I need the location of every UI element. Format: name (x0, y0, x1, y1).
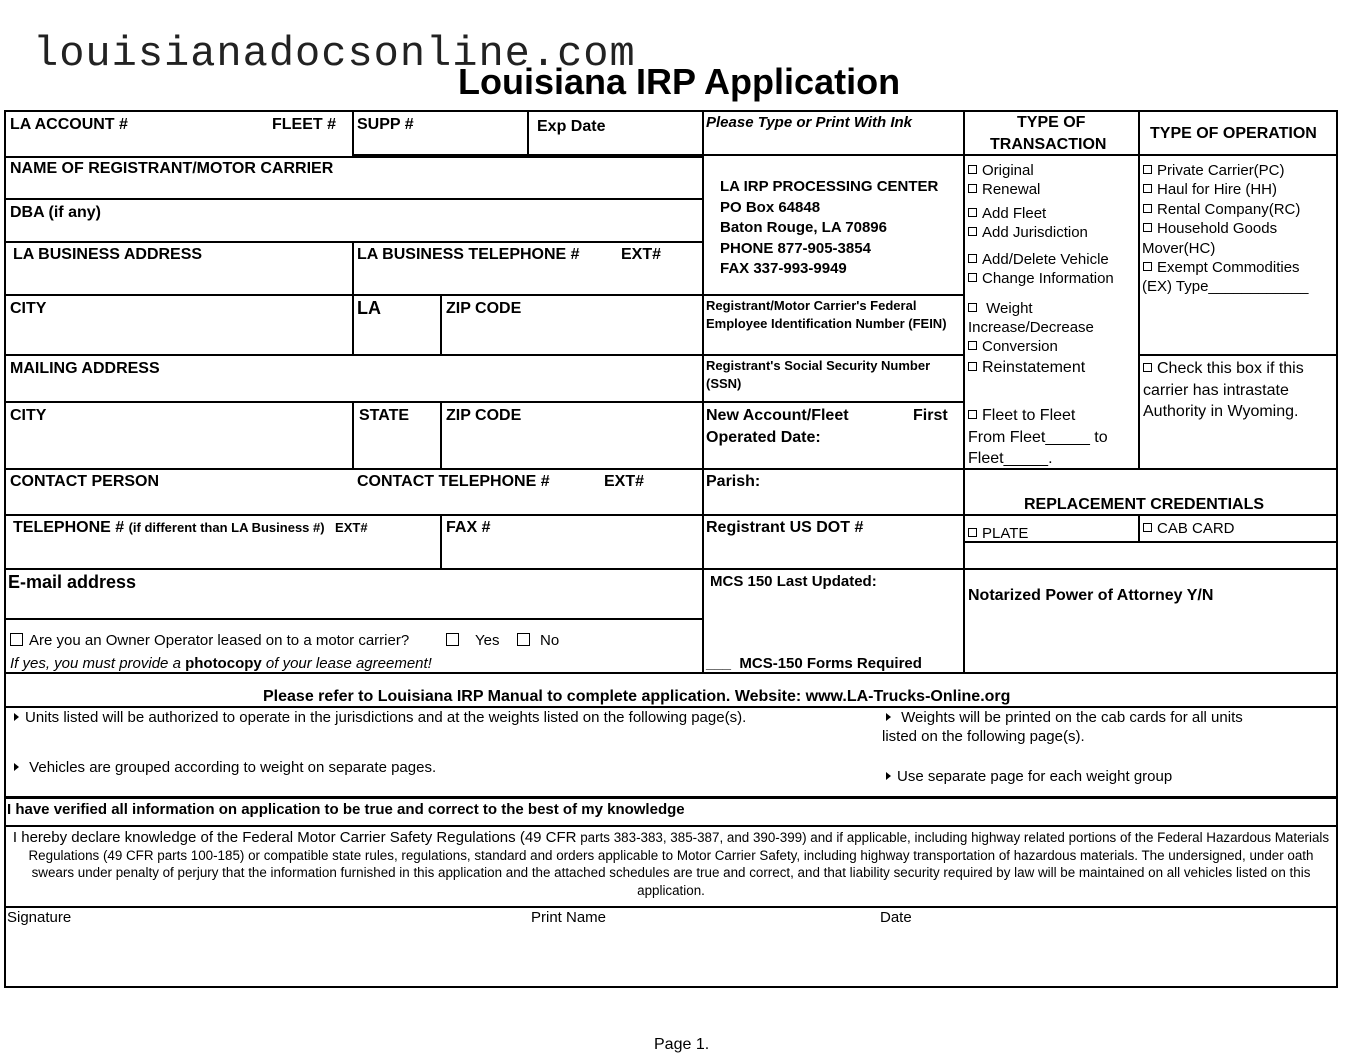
transaction-reinstatement[interactable]: Reinstatement (968, 358, 1085, 377)
exempt-commodities-checkbox (1143, 262, 1152, 271)
mcs150-required-label: ___ MCS-150 Forms Required (706, 655, 922, 672)
telephone-ext-label: EXT# (335, 520, 368, 535)
us-dot-label: Registrant US DOT # (706, 519, 864, 536)
exp-date-label: Exp Date (537, 118, 606, 135)
power-of-attorney-label: Notarized Power of Attorney Y/N (968, 587, 1214, 604)
signature-label: Signature (7, 909, 72, 926)
mcs150-updated-label: MCS 150 Last Updated: (710, 573, 877, 590)
plate-checkbox (968, 528, 977, 537)
fein-label: Registrant/Motor Carrier's Federal Employee Identification Number (FEIN) (706, 298, 947, 331)
center-phone: PHONE 877-905-3854 (720, 239, 871, 257)
transaction-add-fleet[interactable]: Add Fleet (968, 204, 1046, 223)
transaction-add-delete-vehicle[interactable]: Add/Delete Vehicle (968, 250, 1109, 269)
operation-household-2: Mover(HC) (1142, 240, 1216, 257)
dba-label: DBA (if any) (10, 204, 101, 221)
add-jurisdiction-checkbox (968, 227, 977, 236)
lease-note: If yes, you must provide a photocopy of your lease agreement! (10, 655, 432, 672)
fleet-to-fleet-checkbox (968, 410, 977, 419)
weight-checkbox (968, 303, 977, 312)
transaction-add-jurisdiction[interactable]: Add Jurisdiction (968, 223, 1088, 242)
type-or-print-note: Please Type or Print With Ink (706, 114, 913, 131)
replacement-cab-card[interactable]: CAB CARD (1143, 519, 1235, 538)
haul-for-hire-checkbox (1143, 184, 1152, 193)
processing-center-address (720, 177, 938, 280)
email-label: E-mail address (8, 572, 137, 592)
operation-rental[interactable]: Rental Company(RC) (1143, 200, 1300, 219)
owner-operator-no[interactable]: No (517, 631, 559, 650)
fleet-label: FLEET # (272, 116, 337, 133)
operated-date-label: Operated Date: (706, 429, 821, 446)
business-telephone-label: LA BUSINESS TELEPHONE # (357, 246, 580, 263)
type-of-transaction-title-2: TRANSACTION (990, 136, 1107, 153)
transaction-increase-decrease: Increase/Decrease (968, 319, 1094, 336)
center-po-box: PO Box 64848 (720, 198, 821, 216)
wyoming-checkbox (1143, 363, 1152, 372)
bullet-icon (886, 713, 891, 721)
parish-label: Parish: (706, 473, 761, 490)
mailing-address-label: MAILING ADDRESS (10, 360, 160, 377)
city-label: CITY (10, 300, 47, 317)
weights-note: Weights will be printed on the cab cards for all units (886, 708, 1243, 727)
date-label: Date (880, 909, 912, 926)
business-address-label: LA BUSINESS ADDRESS (13, 246, 203, 263)
ssn-label: Registrant's Social Security Number (SSN) (706, 358, 931, 391)
reinstatement-checkbox (968, 362, 977, 371)
units-listed-note: Units listed will be authorized to operate in the jurisdictions and at the weights listed on the following page(s). (14, 708, 746, 727)
owner-operator-checkbox[interactable] (10, 633, 23, 646)
replacement-credentials-title: REPLACEMENT CREDENTIALS (1024, 496, 1265, 513)
supp-label: SUPP # (357, 116, 414, 133)
contact-ext-label: EXT# (604, 473, 645, 490)
transaction-weight[interactable]: Weight (968, 299, 1033, 318)
transaction-conversion[interactable]: Conversion (968, 337, 1058, 356)
operation-exempt[interactable]: Exempt Commodities (1143, 258, 1300, 277)
cab-card-checkbox (1143, 523, 1152, 532)
transaction-original[interactable]: Original (968, 161, 1034, 180)
operation-private[interactable]: Private Carrier(PC) (1143, 161, 1285, 180)
operation-haul-for-hire[interactable]: Haul for Hire (HH) (1143, 180, 1277, 199)
type-of-transaction-title: TYPE OF (1017, 114, 1086, 131)
center-city-state: Baton Rouge, LA 70896 (720, 219, 887, 236)
mailing-state-label: STATE (359, 407, 410, 424)
zip-code-label: ZIP CODE (446, 300, 522, 317)
yes-checkbox[interactable] (446, 633, 459, 646)
transaction-change-information[interactable]: Change Information (968, 269, 1114, 288)
owner-operator-question: Are you an Owner Operator leased on to a motor carrier? (10, 631, 409, 650)
registrant-name-label: NAME OF REGISTRANT/MOTOR CARRIER (10, 160, 334, 177)
grouped-note: Vehicles are grouped according to weight on separate pages. (14, 758, 436, 777)
center-fax: FAX 337-993-9949 (720, 260, 847, 277)
transaction-renewal[interactable]: Renewal (968, 180, 1040, 199)
private-carrier-checkbox (1143, 165, 1152, 174)
manual-reference: Please refer to Louisiana IRP Manual to complete application. Website: www.LA-Trucks-Online.org (263, 688, 1011, 705)
type-of-operation-title: TYPE OF OPERATION (1150, 125, 1317, 142)
site-watermark: louisianadocsonline.com (33, 30, 636, 78)
bullet-icon (886, 772, 891, 780)
change-information-checkbox (968, 273, 977, 282)
first-label: First (913, 407, 948, 424)
page-title: Louisiana IRP Application (458, 61, 901, 102)
add-fleet-checkbox (968, 208, 977, 217)
mailing-zip-label: ZIP CODE (446, 407, 522, 424)
mailing-city-label: CITY (10, 407, 47, 424)
separate-page-note: Use separate page for each weight group (886, 767, 1172, 786)
household-goods-checkbox (1143, 223, 1152, 232)
conversion-checkbox (968, 341, 977, 350)
telephone-note: (if different than LA Business #) (128, 520, 325, 535)
operation-household[interactable]: Household Goods (1143, 219, 1277, 238)
contact-telephone-label: CONTACT TELEPHONE # (357, 473, 550, 490)
center-name: LA IRP PROCESSING CENTER (720, 178, 939, 195)
la-account-label: LA ACCOUNT # (10, 116, 128, 133)
renewal-checkbox (968, 184, 977, 193)
contact-person-label: CONTACT PERSON (10, 473, 160, 490)
rental-company-checkbox (1143, 204, 1152, 213)
weights-note-2: listed on the following page(s). (882, 728, 1085, 745)
fax-label: FAX # (446, 519, 491, 536)
bullet-icon (14, 763, 19, 771)
page-number: Page 1. (654, 1036, 710, 1053)
no-checkbox[interactable] (517, 633, 530, 646)
telephone-label: TELEPHONE # (if different than LA Business #) EXT# (13, 519, 368, 536)
business-ext-label: EXT# (621, 246, 662, 263)
wyoming-authority[interactable]: Check this box if this carrier has intrastate Authority in Wyoming. (1143, 360, 1304, 420)
state-la-label: LA (357, 298, 381, 318)
declaration-paragraph: I hereby declare knowledge of the Federal Motor Carrier Safety Regulations (49 CFR parts 383-383, 385-387, and 390-399) and if applicable, including highway related portions of the Federal Hazardous Materials Regulations (49 CFR parts 100-185) or compatible state rules, regulations, standard and orders applicable to Motor Carrier Safety, including highway transportation of hazardous materials. The undersigned, under oath swears under penalty of perjury that the information furnished in this application and the attached schedules are true and correct, and that liability security required by law will be maintained on all vehicles listed on this application. (12, 829, 1330, 898)
transaction-fleet-to-fleet[interactable]: Fleet to Fleet From Fleet_____ to Fleet_____. (968, 407, 1108, 467)
print-name-label: Print Name (531, 909, 607, 926)
owner-operator-yes[interactable]: Yes (446, 631, 499, 650)
add-delete-vehicle-checkbox (968, 254, 977, 263)
new-account-label: New Account/Fleet (706, 407, 849, 424)
replacement-plate[interactable]: PLATE (968, 524, 1028, 543)
verified-statement: I have verified all information on application to be true and correct to the best of my knowledge (7, 801, 685, 818)
original-checkbox (968, 165, 977, 174)
bullet-icon (14, 713, 19, 721)
operation-ex-type: (EX) Type____________ (1142, 278, 1309, 295)
